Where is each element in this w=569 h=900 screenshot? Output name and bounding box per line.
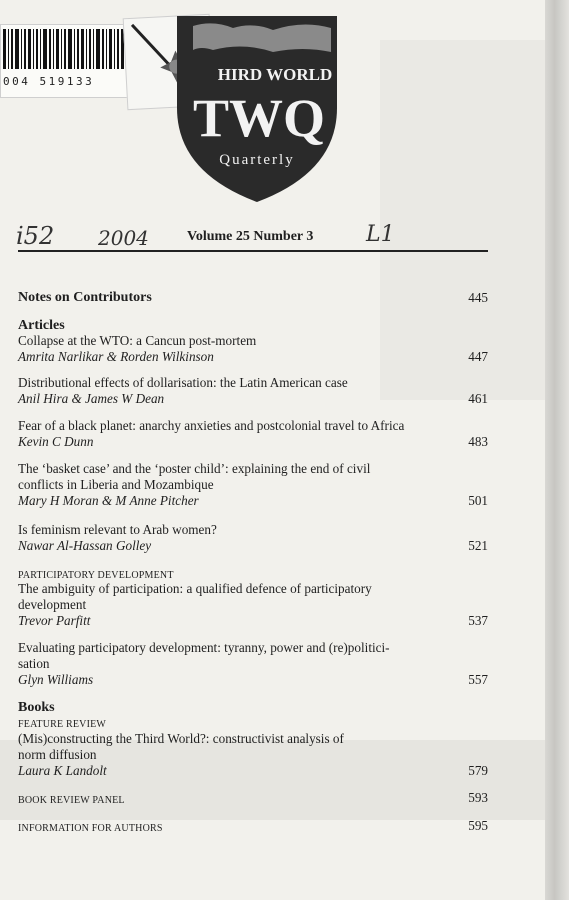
header-rule	[18, 250, 488, 252]
page-edge	[545, 0, 569, 900]
article-authors: Anil Hira & James W Dean	[18, 391, 165, 406]
handwritten-year: 2004	[98, 226, 149, 250]
articles-heading: Articles	[18, 318, 65, 333]
notes-title: Notes on Contributors	[18, 290, 152, 305]
article-title-cont: sation	[18, 656, 50, 671]
barcode-number: 004 519133	[3, 75, 95, 88]
article-page: 537	[468, 613, 488, 628]
logo-top-text: HIRD WORLD	[217, 65, 333, 84]
article-page: 483	[468, 434, 488, 449]
twq-logo	[173, 12, 341, 204]
review-title: (Mis)constructing the Third World?: constructivist analysis of	[18, 731, 344, 746]
book-review-panel-page: 593	[468, 790, 488, 805]
article-title: The ‘basket case’ and the ‘poster child’: explaining the end of civil	[18, 461, 371, 476]
review-authors: Laura K Landolt	[18, 763, 107, 778]
handwritten-number: i52	[16, 222, 55, 250]
notes-page: 445	[468, 290, 488, 305]
volume-label: Volume 25 Number 3	[187, 229, 314, 244]
article-title: Is feminism relevant to Arab women?	[18, 522, 217, 537]
article-title: Collapse at the WTO: a Cancun post-mortem	[18, 333, 257, 348]
review-page: 579	[468, 763, 488, 778]
article-authors: Kevin C Dunn	[18, 434, 94, 449]
book-review-panel-title: BOOK REVIEW PANEL	[18, 795, 125, 806]
handwritten-code: L1	[366, 222, 395, 247]
information-for-authors-title: INFORMATION FOR AUTHORS	[18, 823, 163, 834]
review-title-cont: norm diffusion	[18, 747, 97, 762]
article-page: 557	[468, 672, 488, 687]
article-authors: Nawar Al-Hassan Golley	[18, 538, 152, 553]
barcode-label	[0, 24, 137, 98]
article-authors: Trevor Parfitt	[18, 613, 91, 628]
show-through-area	[380, 40, 545, 400]
logo-bottom-text: Quarterly	[219, 152, 295, 168]
article-page: 447	[468, 349, 488, 364]
information-for-authors-page: 595	[468, 818, 488, 833]
barcode-icon	[3, 29, 131, 69]
article-authors: Mary H Moran & M Anne Pitcher	[18, 493, 199, 508]
article-authors: Amrita Narlikar & Rorden Wilkinson	[18, 349, 214, 364]
article-page: 521	[468, 538, 488, 553]
article-authors: Glyn Williams	[18, 672, 94, 687]
article-title: Evaluating participatory development: tyranny, power and (re)politici-	[18, 640, 390, 655]
article-title: The ambiguity of participation: a qualified defence of participatory	[18, 581, 372, 596]
article-page: 461	[468, 391, 488, 406]
article-title-cont: conflicts in Liberia and Mozambique	[18, 477, 214, 492]
article-title: Fear of a black planet: anarchy anxieties and postcolonial travel to Africa	[18, 418, 405, 433]
article-title-cont: development	[18, 597, 87, 612]
participatory-heading: PARTICIPATORY DEVELOPMENT	[18, 570, 174, 581]
books-heading: Books	[18, 700, 55, 715]
article-page: 501	[468, 493, 488, 508]
article-title: Distributional effects of dollarisation: the Latin American case	[18, 375, 348, 390]
feature-review-heading: FEATURE REVIEW	[18, 719, 107, 730]
logo-mid-text: TWQ	[192, 88, 326, 148]
